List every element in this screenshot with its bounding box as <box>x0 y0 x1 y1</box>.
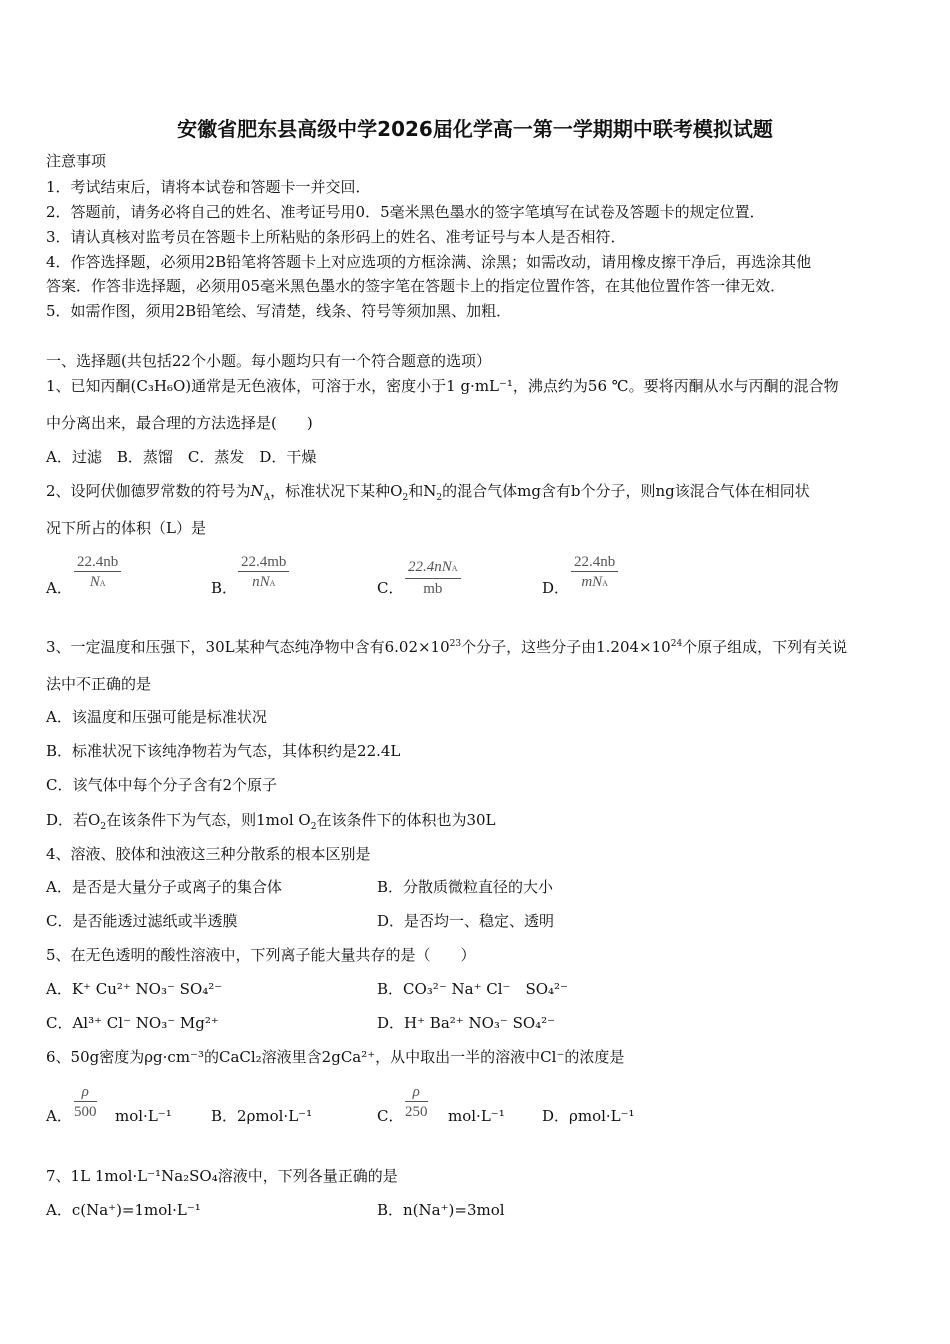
q6-option-a-unit: mol·L⁻¹ <box>115 1107 172 1125</box>
fraction-denominator: NA <box>89 574 106 590</box>
q5-stem: 5、在无色透明的酸性溶液中，下列离子能大量共存的是（ ） <box>46 946 476 964</box>
q2-option-c-label: C． <box>377 579 404 597</box>
q3-stem-part: 个原子组成，下列有关说 <box>682 638 848 656</box>
q3-option-d: D．若$O_2$在该条件下为气态，则1mol $O_2$在该条件下的体积也为30L <box>46 811 496 832</box>
q2-stem-part: 2、设阿伏伽德罗常数的符号为 <box>46 482 251 500</box>
notice-item: 5．如需作图，须用2B铅笔绘、写清楚，线条、符号等须加黑、加粗． <box>46 302 512 320</box>
subscript: 2 <box>436 493 443 503</box>
q3-stem-line2: 法中不正确的是 <box>46 675 152 693</box>
q6-stem: 6、50g密度为ρg·cm⁻³的CaCl₂溶液里含2gCa²⁺，从中取出一半的溶液中Cl⁻的浓度是 <box>46 1048 625 1066</box>
q1-stem-line2: 中分离出来，最合理的方法选择是( ) <box>46 414 313 432</box>
q3-stem-line1 <box>46 637 847 657</box>
q2-option-a-label: A． <box>46 579 72 597</box>
q6-option-c-fraction <box>405 1083 428 1122</box>
q1-stem-line1: 1、已知丙酮(C₃H₆O)通常是无色液体，可溶于水，密度小于1 g·mL⁻¹，沸点约为56 ℃。要将丙酮从水与丙酮的混合物 <box>46 377 839 395</box>
q5-option-b: B．CO₃²⁻ Na⁺ Cl⁻ SO₄²⁻ <box>377 980 568 998</box>
q3-stem-part: 3、一定温度和压强下，30L某种气态纯净物中含有6.02×10 <box>46 638 450 656</box>
q7-stem: 7、1L 1mol·L⁻¹Na₂SO₄溶液中，下列各量正确的是 <box>46 1167 398 1185</box>
q4-stem: 4、溶液、胶体和浊液这三种分散系的根本区别是 <box>46 845 371 863</box>
notice-item: 答案．作答非选择题，必须用05毫米黑色墨水的签字笔在答题卡上的指定位置作答，在其他位置作答一律无效． <box>46 277 786 295</box>
q2-stem-part: 和N <box>408 482 437 500</box>
notice-item: 4．作答选择题，必须用2B铅笔将答题卡上对应选项的方框涂满、涂黑；如需改动，请用橡皮擦干净后，再选涂其他 <box>46 253 812 271</box>
fraction-numerator: 22.4nb <box>74 553 121 572</box>
q2-stem-part: ，标准状况下某种O <box>270 482 403 500</box>
q3-option-a: A．该温度和压强可能是标准状况 <box>46 708 267 726</box>
fraction-numerator: 22.4mb <box>238 553 289 572</box>
q5-option-d: D．H⁺ Ba²⁺ NO₃⁻ SO₄²⁻ <box>377 1014 556 1032</box>
subscript: A <box>263 493 271 503</box>
fraction-denominator: mb <box>423 581 443 597</box>
notice-item: 1．考试结束后，请将本试卷和答题卡一并交回． <box>46 178 371 196</box>
q2-stem-part: 的混合气体mg含有b个分子，则ng该混合气体在相同状 <box>442 482 810 500</box>
notice-item: 2．答题前，请务必将自己的姓名、准考证号用0．5毫米黑色墨水的签字笔填写在试卷及答题卡的规定位置． <box>46 203 765 221</box>
avogadro-symbol: N <box>250 482 264 500</box>
q3-stem-part: 个分子，这些分子由1.204×10 <box>461 638 671 656</box>
q4-option-d: D．是否均一、稳定、透明 <box>377 912 555 930</box>
q2-option-a-fraction <box>74 553 121 594</box>
q6-option-d: D．ρmol·L⁻¹ <box>542 1107 635 1125</box>
q6-option-a-label: A． <box>46 1107 72 1125</box>
fraction-numerator: 22.4nb <box>571 553 618 572</box>
q2-option-d-label: D． <box>542 579 570 597</box>
q7-option-a: A．c(Na⁺)=1mol·L⁻¹ <box>46 1201 201 1219</box>
notice-heading: 注意事项 <box>46 152 107 170</box>
q4-option-b: B．分散质微粒直径的大小 <box>377 878 554 896</box>
q2-option-b-fraction <box>238 553 289 594</box>
q6-option-a-fraction <box>74 1083 97 1122</box>
q3-option-c: C．该气体中每个分子含有2个原子 <box>46 776 278 794</box>
q6-option-c-label: C． <box>377 1107 404 1125</box>
subscript: 2 <box>402 493 409 503</box>
q5-option-c: C．Al³⁺ Cl⁻ NO₃⁻ Mg²⁺ <box>46 1014 219 1032</box>
fraction-denominator: 500 <box>74 1104 97 1120</box>
q2-option-c-fraction <box>405 558 461 599</box>
q6-option-c-unit: mol·L⁻¹ <box>448 1107 505 1125</box>
q5-option-a: A．K⁺ Cu²⁺ NO₃⁻ SO₄²⁻ <box>46 980 223 998</box>
q3-option-b: B．标准状况下该纯净物若为气态，其体积约是22.4L <box>46 742 401 760</box>
section-heading: 一、选择题(共包括22个小题。每小题均只有一个符合题意的选项） <box>46 352 491 370</box>
q2-option-b-label: B． <box>211 579 238 597</box>
q2-stem-line2: 况下所占的体积（L）是 <box>46 519 206 537</box>
q2-stem-line1 <box>46 481 810 501</box>
q1-options: A．过滤 B．蒸馏 C．蒸发 D．干燥 <box>46 448 317 466</box>
q2-option-d-fraction <box>571 553 618 594</box>
fraction-numerator: 22.4nNA <box>405 558 461 579</box>
superscript: 24 <box>670 639 683 649</box>
q4-option-c: C．是否能透过滤纸或半透膜 <box>46 912 238 930</box>
q7-option-b: B．n(Na⁺)=3mol <box>377 1201 505 1219</box>
notice-item: 3．请认真核对监考员在答题卡上所粘贴的条形码上的姓名、准考证号与本人是否相符． <box>46 228 626 246</box>
fraction-denominator: 250 <box>405 1104 428 1120</box>
fraction-denominator: mNA <box>581 574 608 590</box>
superscript: 23 <box>449 639 462 649</box>
fraction-numerator: ρ <box>405 1083 428 1102</box>
page-title: 安徽省肥东县高级中学2026届化学高一第一学期期中联考模拟试题 <box>177 117 773 141</box>
q6-option-b: B．2ρmol·L⁻¹ <box>211 1107 313 1125</box>
fraction-numerator: ρ <box>74 1083 97 1102</box>
q4-option-a: A．是否是大量分子或离子的集合体 <box>46 878 282 896</box>
fraction-denominator: nNA <box>252 574 276 590</box>
